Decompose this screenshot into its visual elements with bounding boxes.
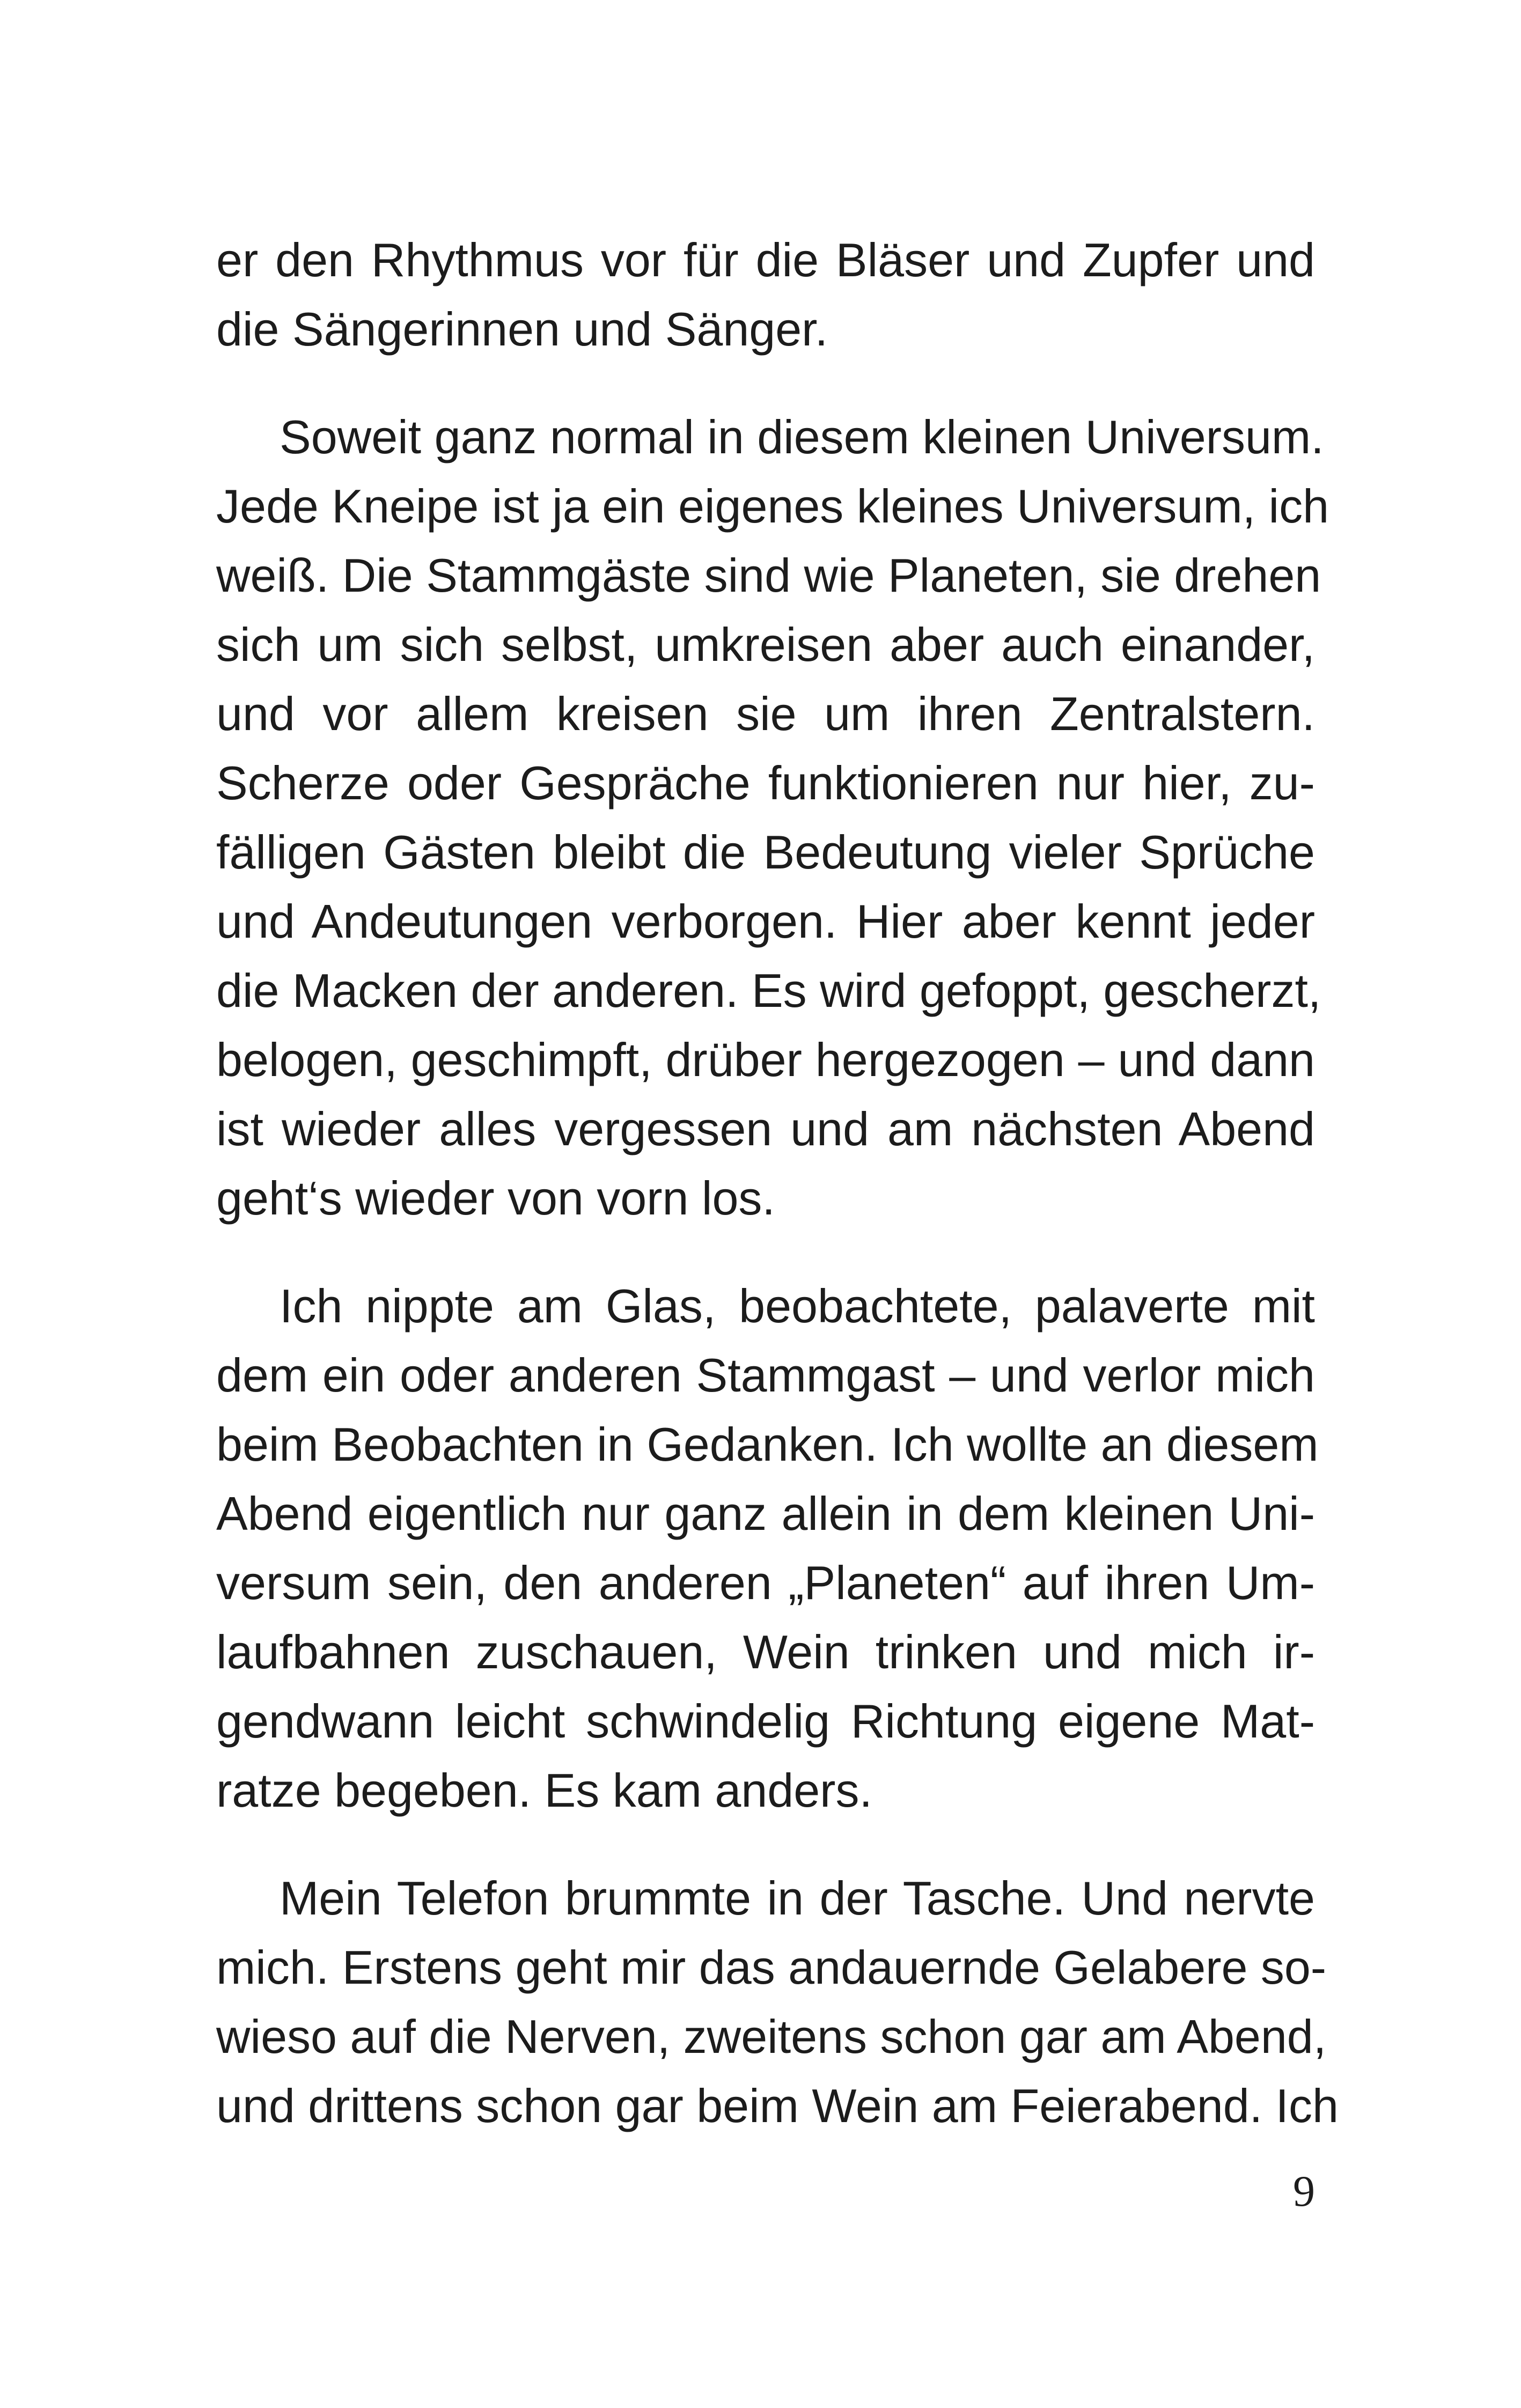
paragraph: [216, 1271, 1319, 1825]
text-line: dem ein oder anderen Stammgast – und verlor mich: [216, 1349, 1315, 1402]
text-line: mich. Erstens geht mir das andauernde Gelabere so-: [216, 1941, 1327, 1994]
text-line: ist wieder alles vergessen und am nächsten Abend: [216, 1102, 1315, 1155]
text-line: er den Rhythmus vor für die Bläser und Zupfer und: [216, 233, 1315, 286]
text-line: Mein Telefon brummte in der Tasche. Und nervte: [280, 1872, 1315, 1925]
text-line: Scherze oder Gespräche funktionieren nur hier, zu-: [216, 756, 1315, 809]
paragraph: [216, 1864, 1339, 2140]
text-line: gendwann leicht schwindelig Richtung eigene Mat-: [216, 1695, 1315, 1748]
text-line: Jede Kneipe ist ja ein eigenes kleines Universum, ich: [216, 480, 1329, 533]
text-line: belogen, geschimpft, drüber hergezogen – und dann: [216, 1033, 1315, 1086]
text-line: fälligen Gästen bleibt die Bedeutung vieler Sprüche: [216, 826, 1315, 879]
text-line: wieso auf die Nerven, zweitens schon gar am Abend,: [216, 2010, 1327, 2063]
text-line: ratze begeben. Es kam anders.: [216, 1764, 872, 1817]
text-line: und Andeutungen verborgen. Hier aber kennt jeder: [216, 895, 1315, 948]
text-line: Ich nippte am Glas, beobachtete, palaverte mit: [280, 1279, 1315, 1332]
text-line: die Macken der anderen. Es wird gefoppt, gescherzt,: [216, 964, 1321, 1017]
text-line: geht‘s wieder von vorn los.: [216, 1172, 775, 1225]
body-text: [216, 225, 1339, 2140]
text-line: weiß. Die Stammgäste sind wie Planeten, sie drehen: [216, 549, 1321, 602]
text-line: Abend eigentlich nur ganz allein in dem kleinen Uni-: [216, 1487, 1315, 1540]
paragraph: [216, 225, 1315, 364]
text-line: sich um sich selbst, umkreisen aber auch einander,: [216, 618, 1315, 671]
text-line: und vor allem kreisen sie um ihren Zentralstern.: [216, 687, 1315, 740]
page-number: 9: [1293, 2167, 1315, 2215]
text-line: Soweit ganz normal in diesem kleinen Universum.: [280, 410, 1324, 463]
text-line: die Sängerinnen und Sänger.: [216, 303, 828, 356]
text-line: versum sein, den anderen „Planeten“ auf ihren Um-: [216, 1556, 1315, 1609]
text-line: beim Beobachten in Gedanken. Ich wollte an diesem: [216, 1418, 1319, 1471]
paragraph: [216, 402, 1329, 1233]
text-line: und drittens schon gar beim Wein am Feierabend. Ich: [216, 2079, 1339, 2132]
text-line: laufbahnen zuschauen, Wein trinken und mich ir-: [216, 1625, 1315, 1678]
